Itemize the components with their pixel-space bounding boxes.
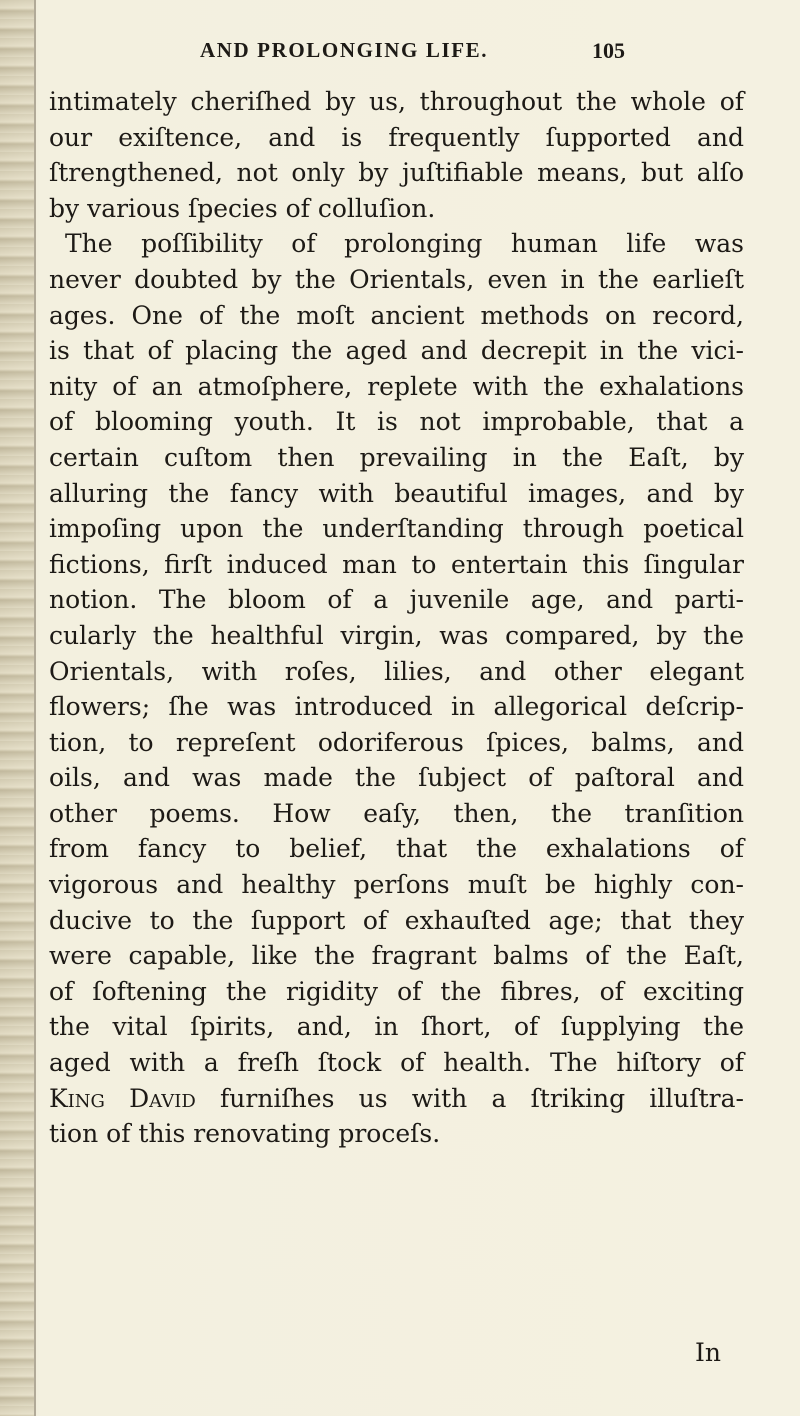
text-line: tion, to repreſent odoriferous ſpices, balms, and bbox=[49, 727, 744, 757]
text-line: alluring the fancy with beautiful images, and by bbox=[49, 478, 744, 508]
text-line: impoſing upon the underſtanding through poetical bbox=[49, 514, 744, 544]
text-line: ſtrengthened, not only by juſtifiable means, but alſo bbox=[49, 158, 744, 188]
text-line: of ſoftening the rigidity of the fibres, of exciting bbox=[49, 976, 744, 1006]
text-line: certain cuſtom then prevailing in the Eaſt, by bbox=[49, 442, 744, 472]
text-line: vigorous and healthy perſons muſt be highly con- bbox=[49, 870, 744, 900]
final-line: tion of this renovating proceſs. bbox=[49, 1119, 441, 1149]
text-line-king-david bbox=[49, 1081, 744, 1117]
text-line: from fancy to belief, that the exhalations of bbox=[49, 834, 744, 864]
text-line: never doubted by the Orientals, even in the earlieſt bbox=[49, 264, 744, 294]
gutter-line bbox=[34, 0, 36, 1416]
text-line: Orientals, with roſes, lilies, and other elegant bbox=[49, 656, 744, 686]
text-line: notion. The bloom of a juvenile age, and parti- bbox=[49, 585, 744, 615]
text-line: cularly the healthful virgin, was compared, by the bbox=[49, 620, 744, 650]
catchword: In bbox=[695, 1338, 721, 1367]
king-david-line-rest: furniſhes us with a ſtriking illuſtra- bbox=[195, 1083, 744, 1113]
running-title: AND PROLONGING LIFE. bbox=[200, 38, 489, 62]
text-line: were capable, like the fragrant balms of the Eaſt, bbox=[49, 941, 744, 971]
text-line: nity of an atmoſphere, replete with the exhalations bbox=[49, 371, 744, 401]
text-line: other poems. How eaſy, then, the tranſition bbox=[49, 798, 744, 828]
text-line: flowers; ſhe was introduced in allegorical deſcrip- bbox=[49, 692, 744, 722]
page-number: 105 bbox=[592, 38, 625, 63]
text-line: ages. One of the moſt ancient methods on record, bbox=[49, 300, 744, 330]
text-line: intimately cheriſhed by us, throughout the whole of bbox=[49, 87, 744, 116]
text-line: ducive to the ſupport of exhauſted age; that they bbox=[49, 905, 744, 935]
text-line: the vital ſpirits, and, in ſhort, of ſupplying the bbox=[49, 1012, 744, 1042]
binding-edge bbox=[0, 0, 34, 1416]
text-line: is that of placing the aged and decrepit in the vici- bbox=[49, 336, 744, 366]
text-line: fictions, firſt induced man to entertain this ſingular bbox=[49, 549, 744, 579]
text-line: by various ſpecies of colluſion. bbox=[49, 193, 436, 223]
text-line: of blooming youth. It is not improbable, that a bbox=[49, 407, 744, 437]
text-line: oils, and was made the ſubject of paſtoral and bbox=[49, 763, 744, 793]
text-line: aged with a freſh ſtock of health. The hiſtory of bbox=[49, 1048, 744, 1078]
king-david-name: King David bbox=[49, 1083, 196, 1113]
page-header bbox=[200, 38, 625, 64]
body-text bbox=[49, 84, 744, 1152]
text-line: our exiſtence, and is frequently ſupported and bbox=[49, 122, 744, 152]
text-line: The poſſibility of prolonging human life was bbox=[65, 229, 744, 259]
